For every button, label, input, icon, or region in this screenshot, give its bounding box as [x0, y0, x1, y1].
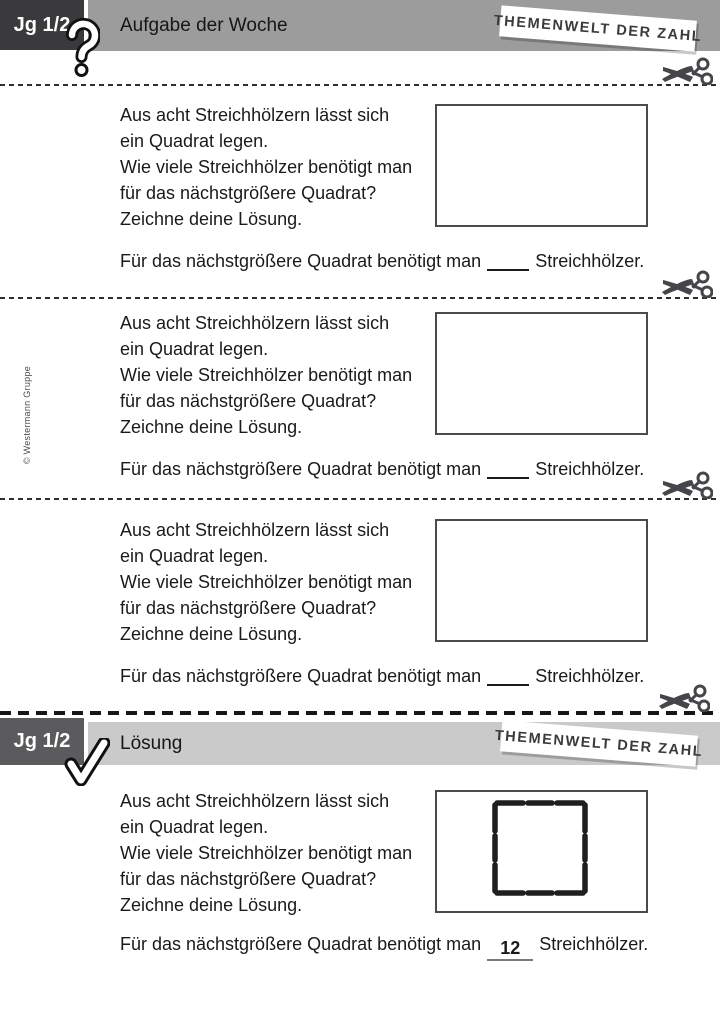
task-text-line: Wie viele Streichhölzer benötigt man: [120, 157, 413, 177]
solution-box: [435, 790, 648, 913]
task-text-line: ein Quadrat legen.: [120, 546, 269, 566]
cut-line-3: [0, 498, 720, 500]
task-text-line: Wie viele Streichhölzer benötigt man: [120, 365, 413, 385]
grade-label: Jg 1/2: [13, 13, 71, 36]
task-text-line: für das nächstgrößere Quadrat?: [120, 391, 377, 411]
answer-blank-filled: 12: [487, 938, 533, 961]
answer-blank: [487, 456, 529, 479]
task-section: [0, 517, 720, 702]
badge-label: THEMENWELT DER ZAHL: [493, 12, 703, 45]
solution-header-title: Lösung: [120, 732, 183, 754]
answer-suffix: Streichhölzer.: [539, 934, 649, 954]
task-section: [0, 102, 720, 287]
answer-prefix: Für das nächstgrößere Quadrat benötigt man: [120, 251, 482, 271]
copyright-notice: © Westermann Gruppe: [22, 365, 32, 465]
cut-line-1: [0, 84, 720, 86]
answer-prefix: Für das nächstgrößere Quadrat benötigt man: [120, 459, 482, 479]
task-text: [120, 788, 412, 918]
task-text: [120, 517, 412, 647]
task-text-line: Aus acht Streichhölzern lässt sich: [120, 313, 390, 333]
task-text: [120, 310, 412, 440]
task-text-line: Aus acht Streichhölzern lässt sich: [120, 520, 390, 540]
task-text-line: ein Quadrat legen.: [120, 339, 269, 359]
task-text-line: Aus acht Streichhölzern lässt sich: [120, 105, 390, 125]
task-header-title: Aufgabe der Woche: [120, 14, 288, 36]
answer-blank: [487, 663, 529, 686]
task-text-line: für das nächstgrößere Quadrat?: [120, 183, 377, 203]
answer-prefix: Für das nächstgrößere Quadrat benötigt man: [120, 934, 482, 954]
task-text-line: Wie viele Streichhölzer benötigt man: [120, 572, 413, 592]
task-text-line: Wie viele Streichhölzer benötigt man: [120, 843, 413, 863]
answer-sentence: [120, 456, 644, 480]
question-mark-icon: [62, 16, 100, 80]
drawing-box: [435, 312, 648, 435]
task-text-line: ein Quadrat legen.: [120, 131, 269, 151]
task-text-line: Aus acht Streichhölzern lässt sich: [120, 791, 390, 811]
answer-sentence: [120, 663, 644, 687]
answer-suffix: Streichhölzer.: [535, 666, 645, 686]
task-text-line: Zeichne deine Lösung.: [120, 624, 303, 644]
task-text-line: ein Quadrat legen.: [120, 817, 269, 837]
cut-line-2: [0, 297, 720, 299]
badge-label: THEMENWELT DER ZAHL: [494, 727, 704, 760]
solution-section: [0, 788, 720, 973]
task-text-line: Zeichne deine Lösung.: [120, 417, 303, 437]
task-text-line: Zeichne deine Lösung.: [120, 209, 303, 229]
cut-line-4: [0, 711, 720, 715]
checkmark-icon: [64, 738, 110, 786]
task-section: [0, 310, 720, 495]
answer-blank: [487, 248, 529, 271]
matchstick-square: [437, 792, 646, 911]
task-text-line: für das nächstgrößere Quadrat?: [120, 598, 377, 618]
drawing-box: [435, 104, 648, 227]
scissors-icon: [661, 57, 713, 85]
answer-sentence: [120, 248, 644, 272]
task-text-line: Zeichne deine Lösung.: [120, 895, 303, 915]
task-text-line: für das nächstgrößere Quadrat?: [120, 869, 377, 889]
answer-suffix: Streichhölzer.: [535, 251, 645, 271]
answer-prefix: Für das nächstgrößere Quadrat benötigt man: [120, 666, 482, 686]
drawing-box: [435, 519, 648, 642]
grade-label: Jg 1/2: [13, 730, 71, 752]
answer-suffix: Streichhölzer.: [535, 459, 645, 479]
answer-sentence: [120, 934, 648, 961]
task-text: [120, 102, 412, 232]
